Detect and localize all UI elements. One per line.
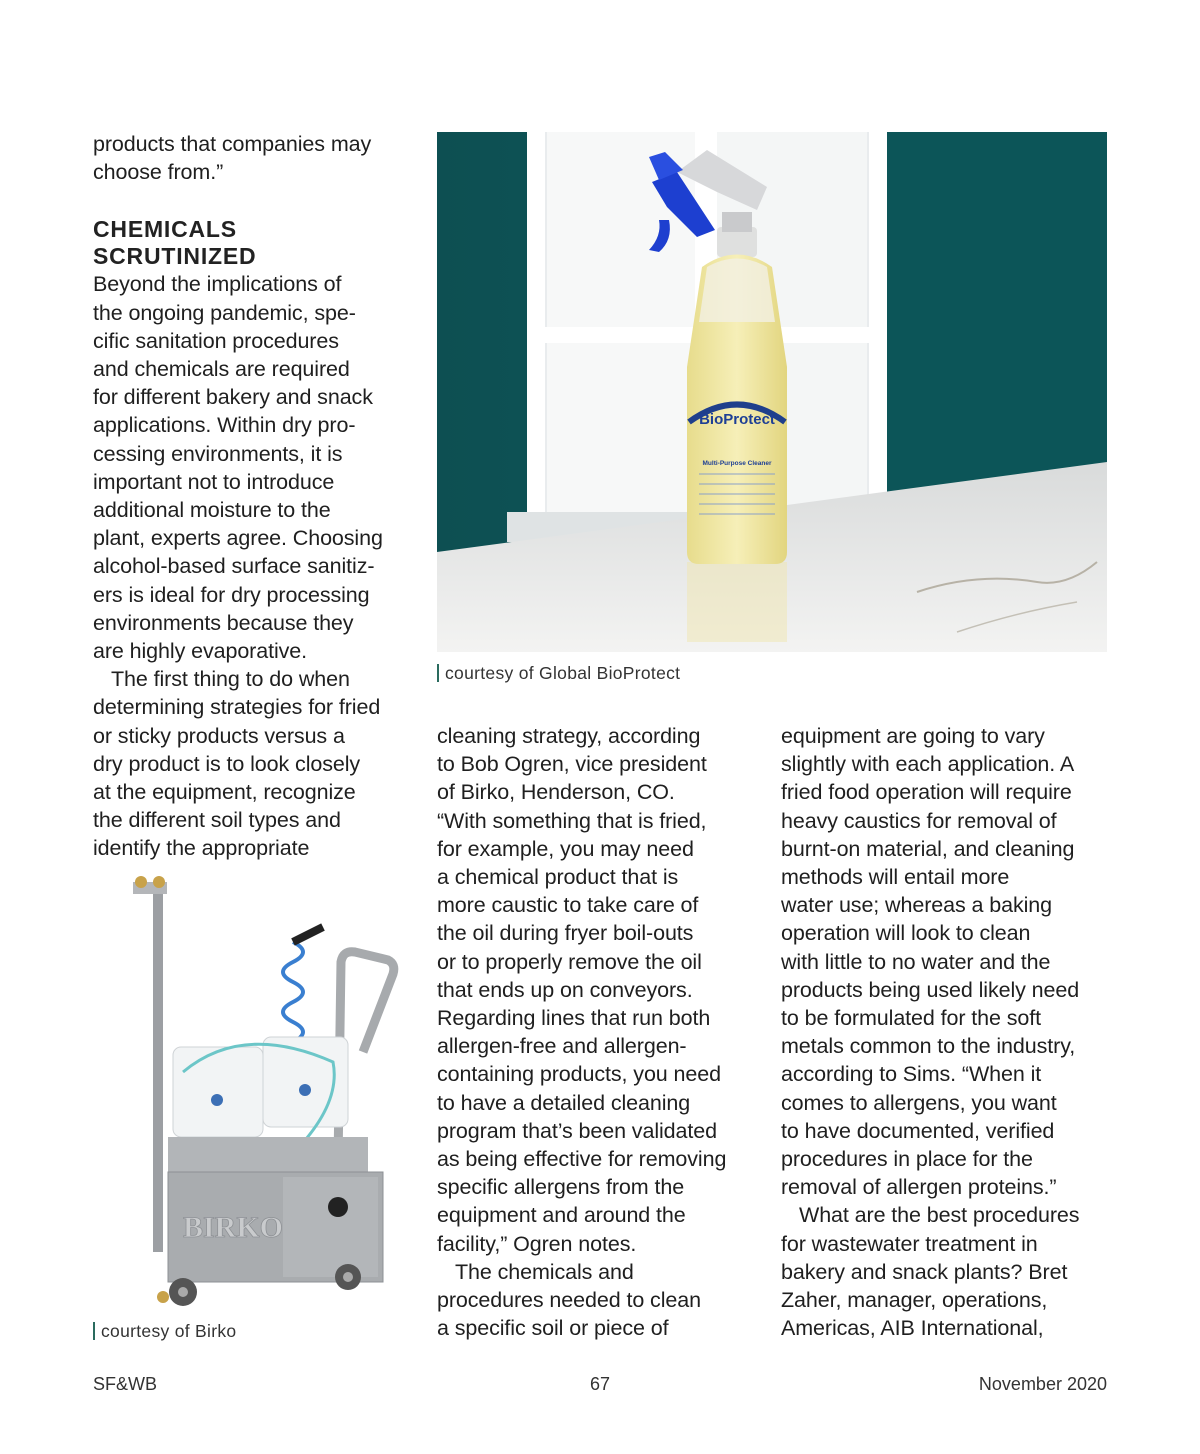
photo-caption-bioprotect: courtesy of Global BioProtect [437, 664, 680, 682]
footer-date: November 2020 [978, 1374, 1107, 1394]
photo-caption-birko: courtesy of Birko [93, 1322, 236, 1340]
column-1-intro: products that companies may choose from.” [93, 132, 372, 185]
column-3-paragraph-2: What are the best procedures for wastewater treatment in bakery and snack plants? Bret Zaher, manager, operations, Americas, AIB International, [781, 1203, 1080, 1341]
section-heading: CHEMICALS SCRUTINIZED [93, 216, 257, 270]
column-1 [93, 130, 423, 863]
bottle-product-label: Multi-Purpose Cleaner [702, 460, 772, 467]
footer-publication: SF&WB [93, 1374, 158, 1394]
column-2-paragraph-1: cleaning strategy, according to Bob Ogren, vice president of Birko, Henderson, CO. “With something that is fried, for example, you may need a chemical product that is more caustic to take care of the oil during fryer boil-outs or to properly remove the oil that ends up on conveyors. Regarding lines that run both allergen-free and allergen- containing products, you need to have a detailed cleaning program that’s been validated as being effective for removing specific allergens from the equipment and around the facility,” Ogren notes. [437, 724, 727, 1256]
column-3-paragraph-1: equipment are going to vary slightly with each application. A fried food operation will require heavy caustics for removal of burnt-on material, and cleaning methods will entail more water use; whereas a baking operation will look to clean with little to no water and the products being used likely need to be formulated for the soft metals common to the industry, according to Sims. “When it comes to allergens, you want to have documented, verified procedures in place for the removal of allergen proteins.” [781, 724, 1080, 1200]
column-2 [437, 722, 757, 1342]
column-1-paragraph-1: Beyond the implications of the ongoing pandemic, spe- cific sanitation procedures and chemicals are required for different bakery and snack applications. Within dry pro- cessing environments, it is important not to introduce additional moisture to the plant, experts agree. Choosing alcohol-based surface sanitiz- ers is ideal for dry processing environments because they are highly evaporative. [93, 272, 383, 664]
column-1-paragraph-2: The first thing to do when determining strategies for fried or sticky products versus a dry product is to look closely at the equipment, recognize the different soil types and identify the appropriate [93, 667, 381, 861]
birko-cart-illustration [93, 872, 413, 1312]
footer-page-number: 67 [590, 1374, 611, 1394]
column-2-paragraph-2: The chemicals and procedures needed to clean a specific soil or piece of [437, 1259, 701, 1341]
spray-bottle-illustration [437, 132, 1107, 652]
bioprotect-spray-bottle-photo [437, 132, 1107, 652]
birko-cart-photo [93, 872, 413, 1312]
cart-brand-text: BIRKO [182, 1211, 284, 1244]
bottle-brand-label: BioProtect [699, 411, 775, 428]
column-3 [781, 722, 1111, 1342]
